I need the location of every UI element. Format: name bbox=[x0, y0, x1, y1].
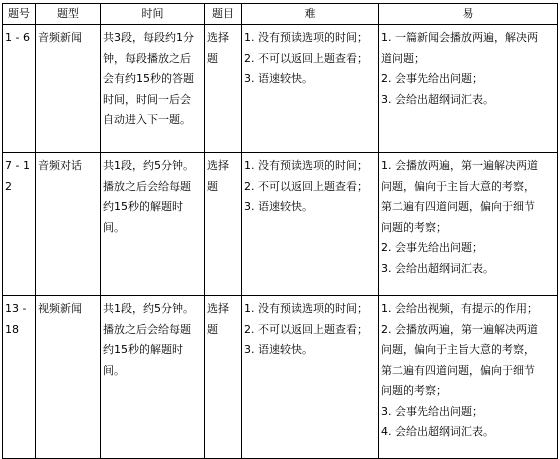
time-line: 会有约15秒的答题 bbox=[103, 72, 194, 85]
time-line: 间。 bbox=[103, 220, 125, 234]
hard-point-line: 2. 不可以返回上题查看； bbox=[244, 179, 368, 193]
question-format-cell: 选择题 bbox=[205, 153, 242, 296]
table-body bbox=[3, 25, 558, 459]
time-line: 间。 bbox=[103, 363, 125, 377]
question-format-cell: 选择题 bbox=[205, 296, 242, 459]
easy-point-line: 3. 会给出超纲词汇表。 bbox=[381, 261, 494, 275]
header-question: 题目 bbox=[205, 4, 242, 25]
header-type: 题型 bbox=[36, 4, 101, 25]
easy-point-line: 2. 会播放两遍，第一遍解决两道 bbox=[381, 322, 538, 336]
easy-points-cell bbox=[379, 25, 558, 153]
hard-point-line: 1. 没有预读选项的时间； bbox=[244, 159, 368, 172]
easy-point-line: 道问题； bbox=[381, 51, 425, 65]
hard-points-cell bbox=[242, 296, 379, 459]
question-number-cell: 7 - 12 bbox=[3, 153, 36, 296]
easy-point-line: 3. 会给出超纲词汇表。 bbox=[381, 92, 494, 106]
easy-point-line: 1. 一篇新闻会播放两遍，解决两 bbox=[381, 31, 538, 44]
time-line: 钟，每段播放之后 bbox=[103, 51, 191, 65]
header-easy: 易 bbox=[379, 4, 558, 25]
time-line: 自动进入下一题。 bbox=[103, 113, 191, 126]
hard-point-line: 1. 没有预读选项的时间； bbox=[244, 31, 368, 44]
table-row bbox=[3, 296, 558, 459]
easy-point-line: 4. 会给出超纲词汇表。 bbox=[381, 425, 494, 438]
easy-point-line: 问题，偏向于主旨大意的考察， bbox=[381, 179, 535, 193]
hard-point-line: 3. 语速较快。 bbox=[244, 343, 313, 356]
question-type-cell: 音频对话 bbox=[36, 153, 101, 296]
easy-point-line: 2. 会事先给出问题； bbox=[381, 241, 483, 254]
table-header-row bbox=[3, 4, 558, 25]
header-time: 时间 bbox=[101, 4, 205, 25]
question-number-cell: 13 - 18 bbox=[3, 296, 36, 459]
listening-section-table bbox=[2, 3, 558, 459]
hard-point-line: 2. 不可以返回上题查看； bbox=[244, 51, 368, 65]
question-format-cell: 选择题 bbox=[205, 25, 242, 153]
hard-point-line: 2. 不可以返回上题查看； bbox=[244, 322, 368, 336]
time-line: 共1段，约5分钟。 bbox=[103, 159, 194, 172]
time-line: 播放之后会给每题 bbox=[103, 322, 191, 336]
time-line: 共3段，每段约1分 bbox=[103, 31, 194, 44]
hard-points-cell bbox=[242, 153, 379, 296]
easy-point-line: 问题，偏向于主旨大意的考察， bbox=[381, 343, 535, 356]
hard-point-line: 1. 没有预读选项的时间； bbox=[244, 302, 368, 315]
time-line: 约15秒的解题时 bbox=[103, 200, 183, 213]
time-line: 时间，时间一后会 bbox=[103, 92, 191, 106]
question-type-cell: 视频新闻 bbox=[36, 296, 101, 459]
easy-points-cell bbox=[379, 153, 558, 296]
table-row bbox=[3, 153, 558, 296]
time-cell bbox=[101, 25, 205, 153]
hard-point-line: 3. 语速较快。 bbox=[244, 200, 313, 213]
easy-point-line: 1. 会播放两遍，第一遍解决两道 bbox=[381, 159, 538, 172]
easy-point-line: 问题的考察； bbox=[381, 384, 447, 397]
easy-point-line: 2. 会事先给出问题； bbox=[381, 72, 483, 85]
easy-point-line: 3. 会事先给出问题； bbox=[381, 404, 483, 418]
time-line: 约15秒的解题时 bbox=[103, 343, 183, 356]
easy-point-line: 第二遍有四道问题，偏向于细节 bbox=[381, 363, 535, 377]
question-type-cell: 音频新闻 bbox=[36, 25, 101, 153]
time-line: 共1段，约5分钟。 bbox=[103, 302, 194, 315]
hard-point-line: 3. 语速较快。 bbox=[244, 72, 313, 85]
easy-points-cell bbox=[379, 296, 558, 459]
question-number-cell: 1 - 6 bbox=[3, 25, 36, 153]
time-cell bbox=[101, 296, 205, 459]
table-row bbox=[3, 25, 558, 153]
easy-point-line: 1. 会给出视频，有提示的作用； bbox=[381, 302, 538, 315]
header-number: 题号 bbox=[3, 4, 36, 25]
header-hard: 难 bbox=[242, 4, 379, 25]
easy-point-line: 第二遍有四道问题，偏向于细节 bbox=[381, 200, 535, 213]
hard-points-cell bbox=[242, 25, 379, 153]
easy-point-line: 问题的考察； bbox=[381, 220, 447, 234]
time-line: 播放之后会给每题 bbox=[103, 179, 191, 193]
time-cell bbox=[101, 153, 205, 296]
